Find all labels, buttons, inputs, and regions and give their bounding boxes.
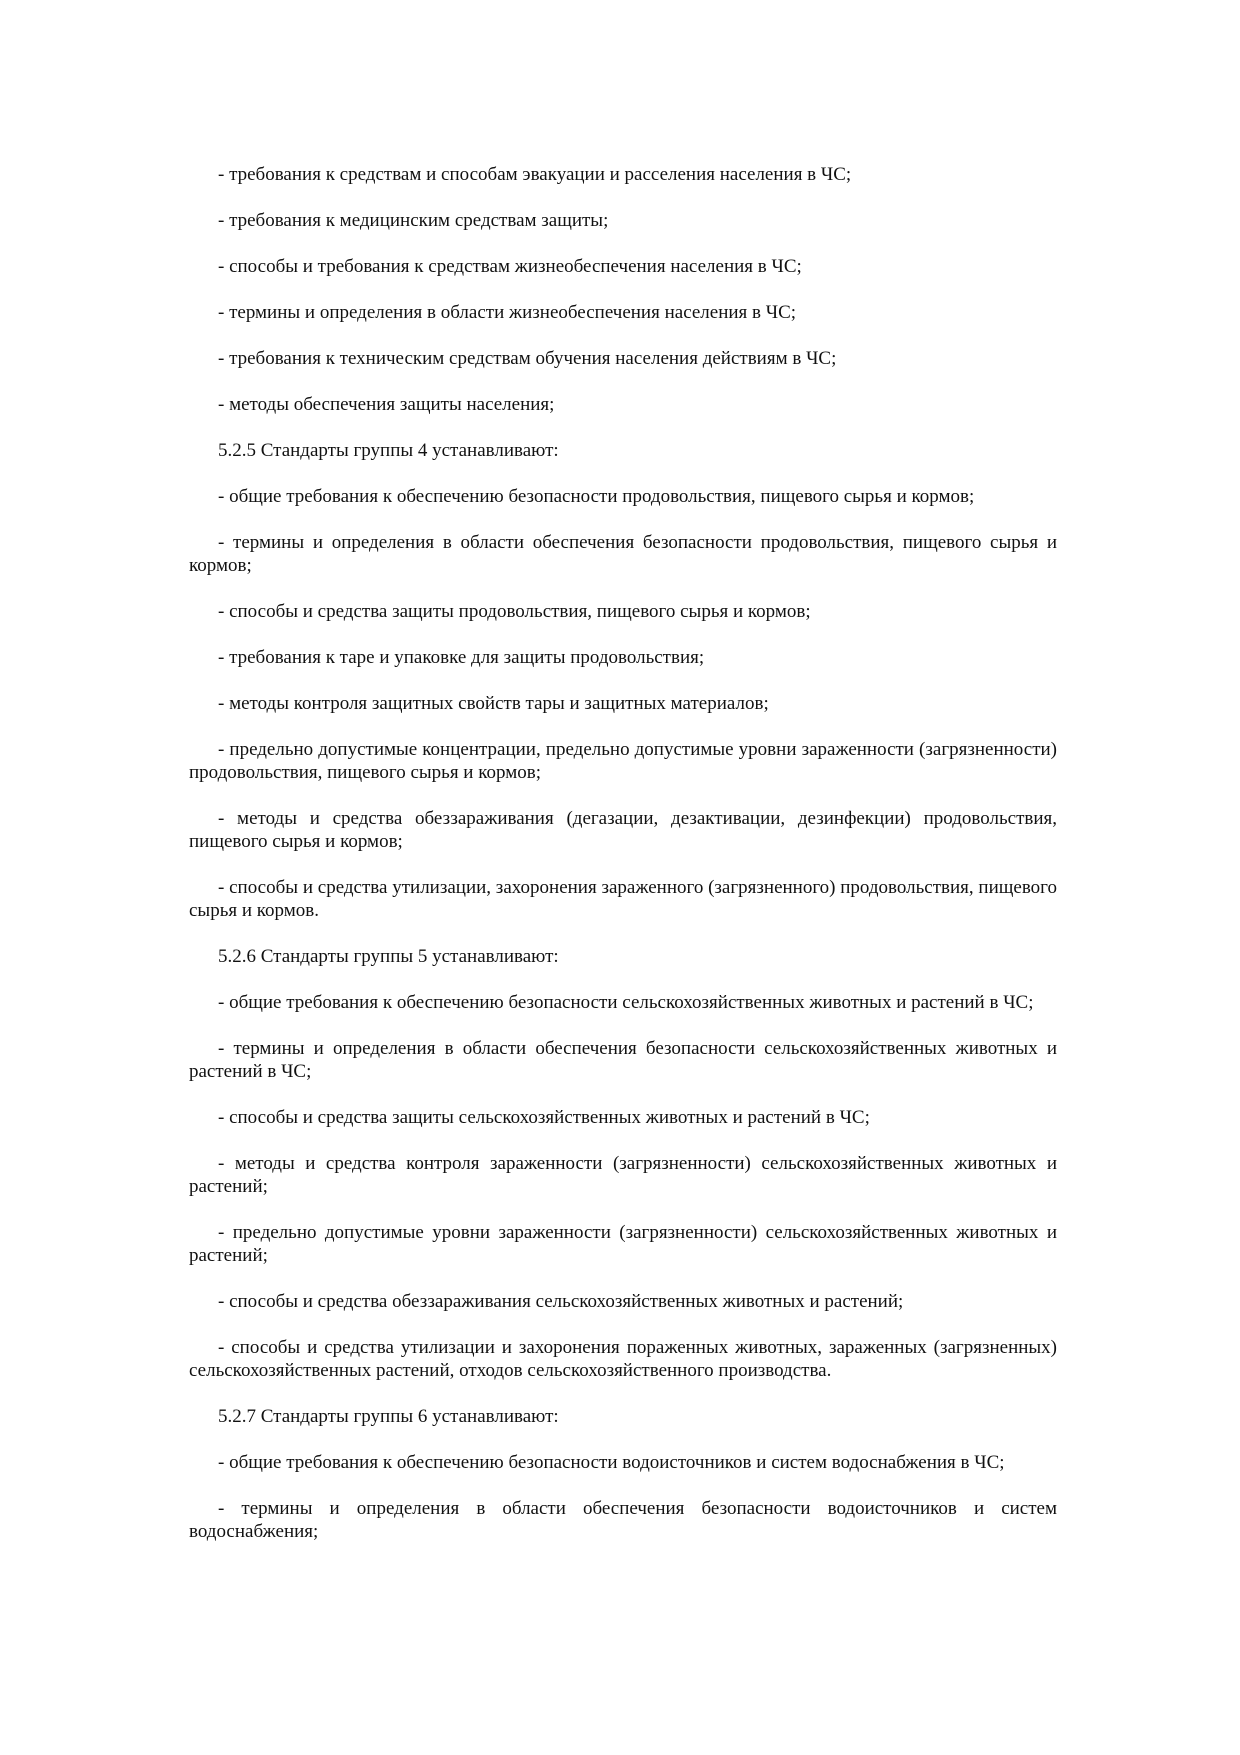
paragraph: - способы и требования к средствам жизнеобеспечения населения в ЧС; xyxy=(218,256,802,277)
section-heading: 5.2.6 Стандарты группы 5 устанавливают: xyxy=(218,946,559,967)
section-heading: 5.2.7 Стандарты группы 6 устанавливают: xyxy=(218,1406,559,1427)
paragraph: - общие требования к обеспечению безопасности водоисточников и систем водоснабжения в ЧС; xyxy=(218,1452,1005,1473)
document-body xyxy=(189,163,1057,1566)
paragraph: - методы обеспечения защиты населения; xyxy=(218,394,555,415)
paragraph: - методы и средства контроля зараженности (загрязненности) сельскохозяйственных животных и растений; xyxy=(189,1153,1057,1197)
paragraph: - требования к таре и упаковке для защиты продовольствия; xyxy=(218,647,705,668)
paragraph: - способы и средства защиты сельскохозяйственных животных и растений в ЧС; xyxy=(218,1107,870,1128)
section-heading: 5.2.5 Стандарты группы 4 устанавливают: xyxy=(218,440,559,461)
paragraph: - термины и определения в области жизнеобеспечения населения в ЧС; xyxy=(218,302,797,323)
paragraph: - общие требования к обеспечению безопасности сельскохозяйственных животных и растений в ЧС; xyxy=(218,992,1034,1013)
paragraph: - методы контроля защитных свойств тары и защитных материалов; xyxy=(218,693,769,714)
paragraph: - требования к техническим средствам обучения населения действиям в ЧС; xyxy=(218,348,837,369)
paragraph: - предельно допустимые уровни зараженности (загрязненности) сельскохозяйственных животных и растений; xyxy=(189,1222,1057,1266)
paragraph: - общие требования к обеспечению безопасности продовольствия, пищевого сырья и кормов; xyxy=(218,486,975,507)
paragraph: - методы и средства обеззараживания (дегазации, дезактивации, дезинфекции) продовольствия, пищевого сырья и кормов; xyxy=(189,808,1057,852)
paragraph: - термины и определения в области обеспечения безопасности водоисточников и систем водоснабжения; xyxy=(189,1498,1057,1542)
paragraph: - термины и определения в области обеспечения безопасности сельскохозяйственных животных и растений в ЧС; xyxy=(189,1038,1057,1082)
paragraph: - требования к медицинским средствам защиты; xyxy=(218,210,609,231)
paragraph: - способы и средства защиты продовольствия, пищевого сырья и кормов; xyxy=(218,601,811,622)
paragraph: - способы и средства обеззараживания сельскохозяйственных животных и растений; xyxy=(218,1291,904,1312)
paragraph: - предельно допустимые концентрации, предельно допустимые уровни зараженности (загрязненности) продовольствия, пищевого сырья и кормов; xyxy=(189,739,1057,783)
paragraph: - способы и средства утилизации и захоронения пораженных животных, зараженных (загрязненных) сельскохозяйственных растений, отходов сельскохозяйственного производства. xyxy=(189,1337,1057,1381)
paragraph: - термины и определения в области обеспечения безопасности продовольствия, пищевого сырья и кормов; xyxy=(189,532,1057,576)
paragraph: - способы и средства утилизации, захоронения зараженного (загрязненного) продовольствия, пищевого сырья и кормов. xyxy=(189,877,1057,921)
paragraph: - требования к средствам и способам эвакуации и расселения населения в ЧС; xyxy=(218,164,852,185)
